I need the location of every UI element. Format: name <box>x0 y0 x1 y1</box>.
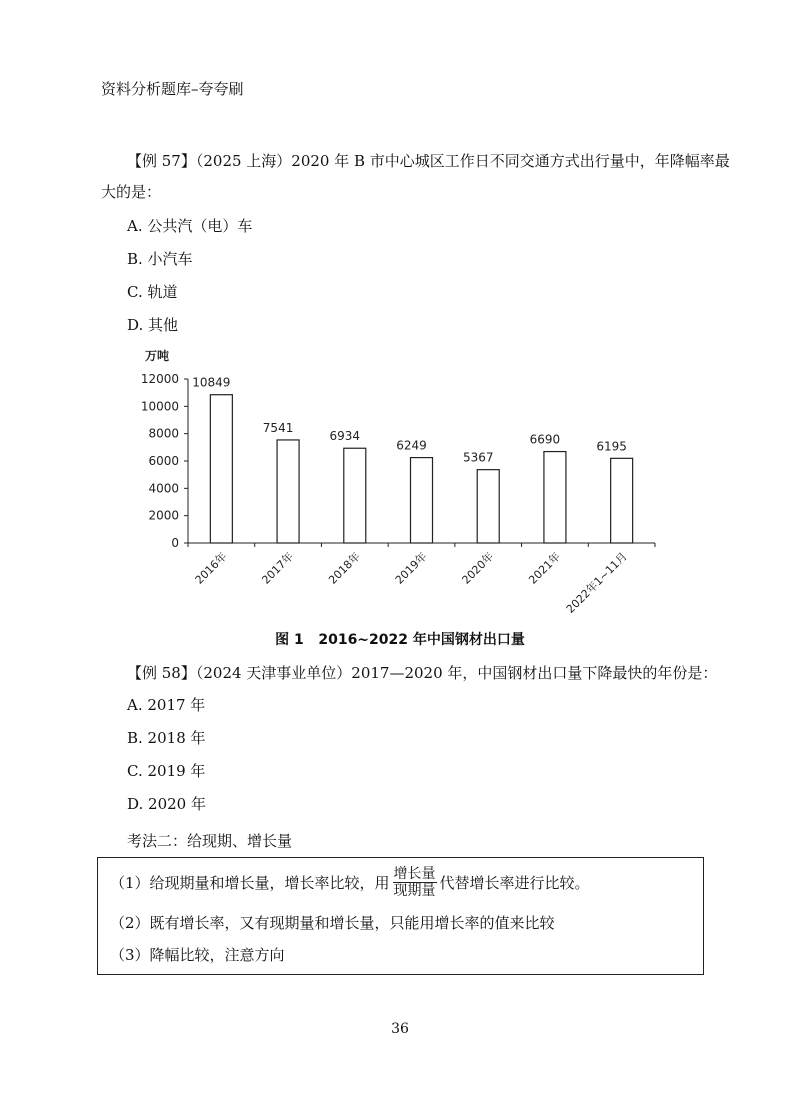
x-tick-label: 2021年 <box>526 549 564 587</box>
page-number: 36 <box>391 1021 409 1037</box>
x-tick-label: 2020年 <box>459 549 497 587</box>
data-label: 10849 <box>192 375 231 390</box>
question-57-option-d: D. 其他 <box>127 316 179 334</box>
fraction-numerator: 增长量 <box>393 866 436 882</box>
bar <box>277 440 299 543</box>
tip-line-1 <box>110 866 590 899</box>
x-tick-label: 2022年1~11月 <box>563 549 630 616</box>
question-58-stem: 【例 58】（2024 天津事业单位）2017—2020 年，中国钢材出口量下降最快的年份是： <box>127 664 718 682</box>
fraction <box>393 866 437 899</box>
question-57-option-c: C. 轨道 <box>127 283 178 301</box>
y-axis-unit-label: 万吨 <box>145 349 170 363</box>
bar <box>210 395 232 543</box>
question-57-stem-line2: 大的是： <box>101 183 162 201</box>
bar <box>411 458 433 543</box>
question-57-option-b: B. 小汽车 <box>127 250 193 268</box>
x-tick-label: 2017年 <box>259 549 297 587</box>
bar <box>611 458 633 543</box>
tip-line-1-after: 代替增长率进行比较。 <box>439 874 590 892</box>
bar <box>544 452 566 543</box>
question-58-option-d: D. 2020 年 <box>127 795 206 813</box>
data-label: 6195 <box>596 439 627 454</box>
running-header: 资料分析题库–夸夸刷 <box>101 80 244 98</box>
x-tick-label: 2016年 <box>192 549 230 587</box>
data-label: 6690 <box>529 432 561 447</box>
tip-line-3: （3）降幅比较，注意方向 <box>110 946 285 964</box>
tips-box <box>97 857 704 975</box>
data-label: 5367 <box>462 450 494 465</box>
data-label: 6934 <box>329 429 361 444</box>
bar <box>344 448 366 543</box>
y-tick-label: 4000 <box>148 481 179 496</box>
question-57-option-a: A. 公共汽（电）车 <box>127 217 253 235</box>
fraction-denominator: 现期量 <box>393 883 436 899</box>
question-57-stem-line1: 【例 57】（2025 上海）2020 年 B 市中心城区工作日不同交通方式出行量中，年降幅率最 <box>127 152 730 170</box>
question-58-option-c: C. 2019 年 <box>127 762 206 780</box>
bar <box>477 470 499 543</box>
question-58-option-a: A. 2017 年 <box>127 696 206 714</box>
y-tick-label: 10000 <box>140 399 179 414</box>
y-tick-label: 2000 <box>148 508 179 523</box>
tip-line-1-before: （1）给现期量和增长量，增长率比较，用 <box>110 874 390 892</box>
y-tick-label: 12000 <box>140 372 179 386</box>
method-title: 考法二：给现期、增长量 <box>127 832 293 850</box>
figure-caption: 图 1 2016~2022 年中国钢材出口量 <box>275 632 525 648</box>
question-58-option-b: B. 2018 年 <box>127 729 206 747</box>
y-tick-label: 6000 <box>148 454 179 468</box>
steel-export-bar-chart <box>0 340 800 630</box>
y-tick-label: 0 <box>171 536 179 550</box>
data-label: 7541 <box>262 420 294 435</box>
x-tick-label: 2018年 <box>326 549 363 587</box>
data-label: 6249 <box>396 438 427 453</box>
tip-line-2: （2）既有增长率，又有现期量和增长量，只能用增长率的值来比较 <box>110 914 555 932</box>
x-tick-label: 2019年 <box>392 549 430 587</box>
y-tick-label: 8000 <box>148 426 179 441</box>
